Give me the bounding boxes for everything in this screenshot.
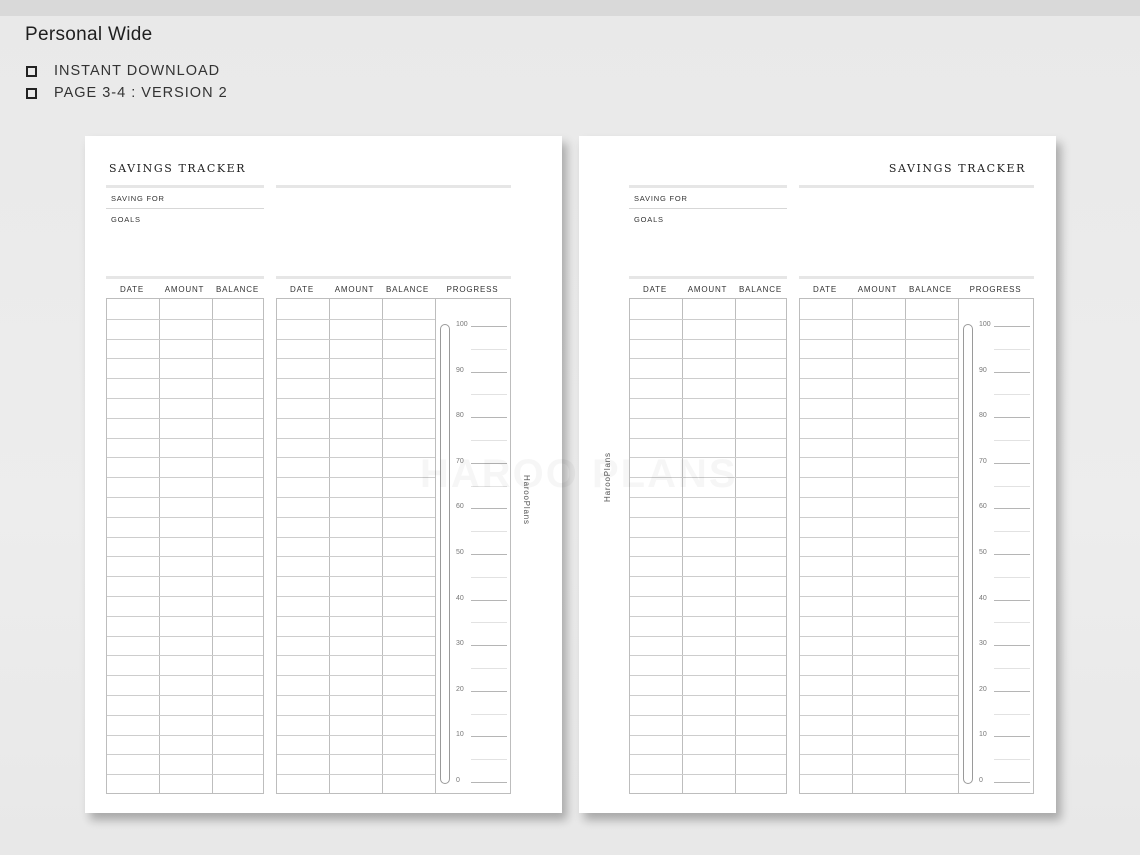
savings-log-table bbox=[106, 298, 264, 794]
column-divider bbox=[735, 299, 736, 793]
row-divider bbox=[107, 735, 263, 736]
feature-item bbox=[26, 82, 228, 104]
table-top-bar bbox=[799, 276, 1034, 279]
column-header-amount: AMOUNT bbox=[857, 285, 898, 294]
row-divider bbox=[277, 457, 435, 458]
row-divider bbox=[800, 497, 958, 498]
row-divider bbox=[277, 695, 435, 696]
header-bar bbox=[629, 185, 787, 188]
row-divider bbox=[630, 774, 786, 775]
column-header-date: DATE bbox=[290, 285, 314, 294]
row-divider bbox=[800, 339, 958, 340]
row-divider bbox=[107, 537, 263, 538]
progress-tick-label: 80 bbox=[979, 412, 987, 420]
row-divider bbox=[277, 655, 435, 656]
progress-tick-line bbox=[471, 417, 507, 418]
row-divider bbox=[107, 418, 263, 419]
row-divider bbox=[107, 457, 263, 458]
row-divider bbox=[630, 754, 786, 755]
row-divider bbox=[630, 616, 786, 617]
progress-tick-label: 70 bbox=[979, 457, 987, 465]
progress-tick-label: 60 bbox=[456, 503, 464, 511]
row-divider bbox=[107, 754, 263, 755]
progress-tick-line bbox=[471, 736, 507, 737]
progress-tick-label: 50 bbox=[456, 549, 464, 556]
column-header-date: DATE bbox=[813, 285, 837, 294]
progress-minor-line bbox=[471, 714, 507, 715]
field-line bbox=[629, 208, 787, 209]
row-divider bbox=[277, 576, 435, 577]
column-divider bbox=[212, 299, 213, 793]
header-bar bbox=[106, 185, 264, 188]
progress-tick-line bbox=[994, 554, 1030, 555]
progress-tick-label: 0 bbox=[456, 777, 460, 784]
column-header-balance: BALANCE bbox=[739, 285, 782, 294]
row-divider bbox=[277, 735, 435, 736]
progress-minor-line bbox=[994, 668, 1030, 669]
brand-label: HarooPlans bbox=[603, 452, 612, 502]
progress-minor-line bbox=[994, 714, 1030, 715]
column-header-amount: AMOUNT bbox=[164, 285, 205, 294]
row-divider bbox=[107, 576, 263, 577]
top-band bbox=[0, 0, 1140, 16]
row-divider bbox=[630, 576, 786, 577]
column-header-amount: AMOUNT bbox=[687, 285, 728, 294]
progress-tick-line bbox=[994, 736, 1030, 737]
row-divider bbox=[277, 319, 435, 320]
row-divider bbox=[277, 754, 435, 755]
progress-minor-line bbox=[994, 577, 1030, 578]
product-title: Personal Wide bbox=[25, 24, 153, 45]
row-divider bbox=[630, 319, 786, 320]
progress-minor-line bbox=[994, 531, 1030, 532]
row-divider bbox=[800, 457, 958, 458]
progress-tick-label: 30 bbox=[456, 640, 464, 648]
checkbox-icon bbox=[26, 66, 37, 77]
row-divider bbox=[800, 675, 958, 676]
column-header-date: DATE bbox=[120, 285, 144, 294]
row-divider bbox=[800, 774, 958, 775]
row-divider bbox=[630, 556, 786, 557]
progress-tick-label: 20 bbox=[456, 685, 464, 693]
row-divider bbox=[800, 636, 958, 637]
row-divider bbox=[277, 715, 435, 716]
row-divider bbox=[107, 358, 263, 359]
progress-tick-line bbox=[471, 372, 507, 373]
column-header-amount: AMOUNT bbox=[334, 285, 375, 294]
row-divider bbox=[107, 398, 263, 399]
row-divider bbox=[277, 477, 435, 478]
progress-tick-line bbox=[994, 782, 1030, 783]
progress-tick-label: 40 bbox=[979, 594, 987, 602]
progress-tick-line bbox=[471, 600, 507, 601]
progress-minor-line bbox=[994, 622, 1030, 623]
progress-tick-label: 30 bbox=[979, 640, 987, 648]
row-divider bbox=[107, 655, 263, 656]
savings-log-table bbox=[629, 298, 787, 794]
row-divider bbox=[800, 754, 958, 755]
row-divider bbox=[630, 675, 786, 676]
progress-tick-line bbox=[994, 326, 1030, 327]
column-header-balance: BALANCE bbox=[909, 285, 952, 294]
goals-label: GOALS bbox=[111, 215, 141, 224]
row-divider bbox=[800, 358, 958, 359]
row-divider bbox=[800, 715, 958, 716]
progress-tick-label: 70 bbox=[456, 457, 464, 465]
progress-tick-line bbox=[994, 508, 1030, 509]
progress-tick-line bbox=[471, 554, 507, 555]
saving-for-label: SAVING FOR bbox=[634, 194, 688, 203]
goals-label: GOALS bbox=[634, 215, 664, 224]
feature-list bbox=[26, 60, 228, 104]
progress-minor-line bbox=[471, 531, 507, 532]
row-divider bbox=[277, 537, 435, 538]
row-divider bbox=[630, 418, 786, 419]
row-divider bbox=[800, 596, 958, 597]
progress-tick-line bbox=[471, 326, 507, 327]
row-divider bbox=[800, 537, 958, 538]
page-title: SAVINGS TRACKER bbox=[888, 162, 1026, 175]
header-bar bbox=[799, 185, 1034, 188]
progress-tick-label: 0 bbox=[979, 777, 983, 784]
column-divider bbox=[435, 299, 436, 793]
row-divider bbox=[630, 596, 786, 597]
progress-tick-label: 50 bbox=[979, 549, 987, 556]
table-top-bar bbox=[629, 276, 787, 279]
table-top-bar bbox=[276, 276, 511, 279]
row-divider bbox=[800, 319, 958, 320]
row-divider bbox=[630, 358, 786, 359]
row-divider bbox=[107, 477, 263, 478]
row-divider bbox=[800, 477, 958, 478]
row-divider bbox=[277, 378, 435, 379]
progress-tick-label: 10 bbox=[979, 731, 987, 739]
progress-tick-line bbox=[994, 372, 1030, 373]
column-header-balance: BALANCE bbox=[386, 285, 429, 294]
progress-tick-label: 60 bbox=[979, 503, 987, 511]
row-divider bbox=[800, 576, 958, 577]
progress-tick-line bbox=[994, 600, 1030, 601]
progress-minor-line bbox=[994, 759, 1030, 760]
progress-tick-label: 90 bbox=[979, 366, 987, 374]
column-divider bbox=[382, 299, 383, 793]
progress-thermometer bbox=[963, 324, 973, 784]
row-divider bbox=[800, 378, 958, 379]
page-title: SAVINGS TRACKER bbox=[109, 162, 247, 175]
progress-minor-line bbox=[471, 349, 507, 350]
row-divider bbox=[630, 517, 786, 518]
saving-for-label: SAVING FOR bbox=[111, 194, 165, 203]
progress-minor-line bbox=[994, 440, 1030, 441]
row-divider bbox=[630, 339, 786, 340]
progress-minor-line bbox=[471, 759, 507, 760]
row-divider bbox=[277, 358, 435, 359]
table-top-bar bbox=[106, 276, 264, 279]
row-divider bbox=[107, 695, 263, 696]
progress-tick-line bbox=[471, 508, 507, 509]
row-divider bbox=[800, 418, 958, 419]
column-header-balance: BALANCE bbox=[216, 285, 259, 294]
row-divider bbox=[277, 438, 435, 439]
row-divider bbox=[277, 675, 435, 676]
progress-tick-line bbox=[994, 691, 1030, 692]
progress-tick-line bbox=[471, 782, 507, 783]
row-divider bbox=[630, 695, 786, 696]
row-divider bbox=[630, 655, 786, 656]
row-divider bbox=[630, 537, 786, 538]
row-divider bbox=[800, 398, 958, 399]
row-divider bbox=[277, 774, 435, 775]
row-divider bbox=[800, 556, 958, 557]
column-divider bbox=[958, 299, 959, 793]
row-divider bbox=[277, 636, 435, 637]
progress-minor-line bbox=[994, 394, 1030, 395]
progress-tick-label: 100 bbox=[979, 321, 991, 328]
row-divider bbox=[107, 438, 263, 439]
progress-minor-line bbox=[994, 349, 1030, 350]
progress-tick-line bbox=[471, 645, 507, 646]
feature-item bbox=[26, 60, 228, 82]
progress-minor-line bbox=[994, 486, 1030, 487]
row-divider bbox=[630, 378, 786, 379]
progress-tick-label: 20 bbox=[979, 685, 987, 693]
row-divider bbox=[800, 695, 958, 696]
row-divider bbox=[107, 556, 263, 557]
row-divider bbox=[277, 616, 435, 617]
progress-minor-line bbox=[471, 668, 507, 669]
progress-tick-label: 40 bbox=[456, 594, 464, 602]
row-divider bbox=[107, 715, 263, 716]
row-divider bbox=[800, 655, 958, 656]
row-divider bbox=[107, 675, 263, 676]
row-divider bbox=[107, 596, 263, 597]
column-header-progress: PROGRESS bbox=[969, 285, 1022, 294]
progress-tick-line bbox=[994, 645, 1030, 646]
progress-tick-label: 90 bbox=[456, 366, 464, 374]
row-divider bbox=[630, 497, 786, 498]
progress-minor-line bbox=[471, 622, 507, 623]
row-divider bbox=[277, 398, 435, 399]
row-divider bbox=[630, 636, 786, 637]
row-divider bbox=[107, 319, 263, 320]
progress-minor-line bbox=[471, 394, 507, 395]
row-divider bbox=[277, 339, 435, 340]
feature-label: PAGE 3-4 : VERSION 2 bbox=[54, 85, 228, 101]
feature-label: INSTANT DOWNLOAD bbox=[54, 63, 221, 79]
column-divider bbox=[852, 299, 853, 793]
row-divider bbox=[800, 616, 958, 617]
row-divider bbox=[277, 556, 435, 557]
row-divider bbox=[277, 497, 435, 498]
progress-tick-label: 80 bbox=[456, 412, 464, 420]
row-divider bbox=[630, 438, 786, 439]
row-divider bbox=[277, 517, 435, 518]
progress-tick-line bbox=[471, 691, 507, 692]
row-divider bbox=[630, 398, 786, 399]
row-divider bbox=[800, 735, 958, 736]
column-header-progress: PROGRESS bbox=[446, 285, 499, 294]
row-divider bbox=[107, 616, 263, 617]
column-divider bbox=[905, 299, 906, 793]
header-bar bbox=[276, 185, 511, 188]
row-divider bbox=[800, 517, 958, 518]
progress-tick-label: 100 bbox=[456, 321, 468, 328]
row-divider bbox=[800, 438, 958, 439]
progress-tick-line bbox=[994, 463, 1030, 464]
progress-thermometer bbox=[440, 324, 450, 784]
row-divider bbox=[107, 497, 263, 498]
row-divider bbox=[107, 636, 263, 637]
row-divider bbox=[107, 339, 263, 340]
row-divider bbox=[630, 715, 786, 716]
field-line bbox=[106, 208, 264, 209]
column-header-date: DATE bbox=[643, 285, 667, 294]
row-divider bbox=[107, 517, 263, 518]
progress-minor-line bbox=[471, 440, 507, 441]
row-divider bbox=[107, 378, 263, 379]
row-divider bbox=[630, 735, 786, 736]
row-divider bbox=[277, 596, 435, 597]
progress-minor-line bbox=[471, 577, 507, 578]
column-divider bbox=[682, 299, 683, 793]
column-divider bbox=[159, 299, 160, 793]
checkbox-icon bbox=[26, 88, 37, 99]
column-divider bbox=[329, 299, 330, 793]
progress-tick-label: 10 bbox=[456, 731, 464, 739]
row-divider bbox=[277, 418, 435, 419]
progress-tick-line bbox=[994, 417, 1030, 418]
watermark bbox=[420, 452, 738, 497]
row-divider bbox=[107, 774, 263, 775]
brand-label: HarooPlans bbox=[522, 475, 531, 525]
